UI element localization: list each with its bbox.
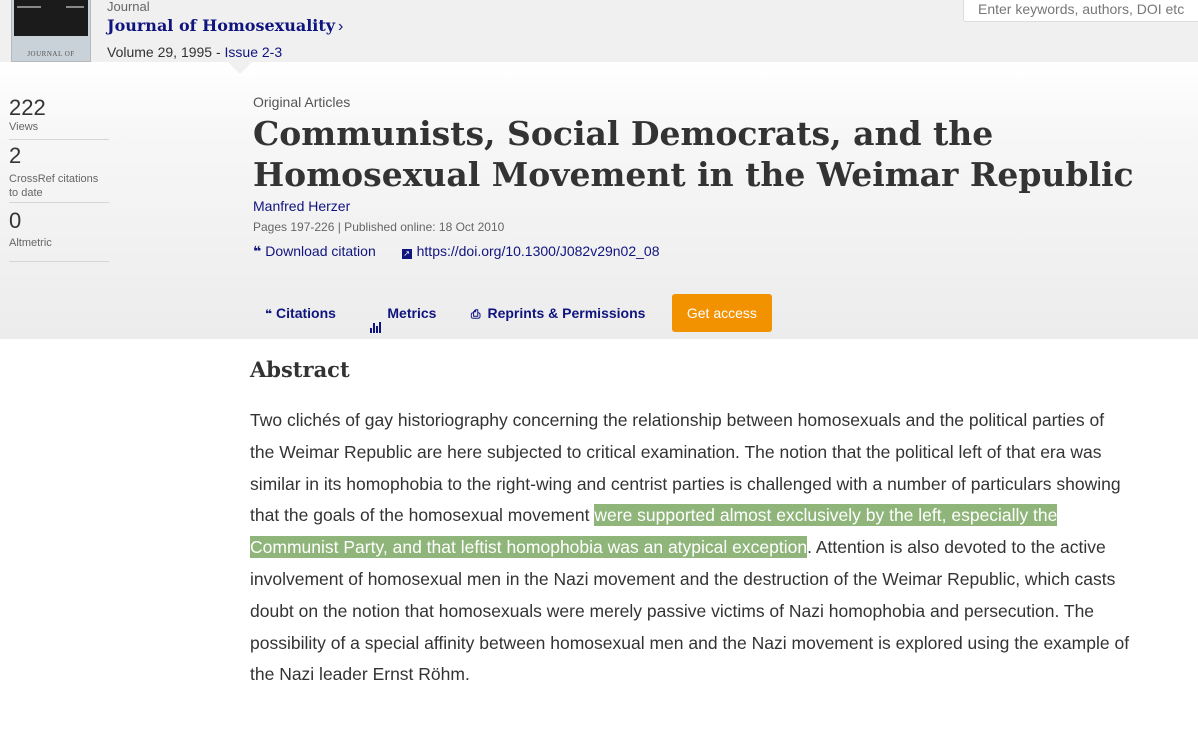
tab-citations[interactable] [265, 294, 336, 332]
journal-name-text: Journal of Homosexuality [107, 16, 336, 35]
metric-views [9, 95, 109, 140]
journal-label: Journal [107, 0, 150, 14]
metric-label: CrossRef citations to date [9, 173, 99, 199]
abstract-text-end: . Attention is also devoted to the active involvement of homosexual men in the Nazi movement and the destruction of the Weimar Republic, which casts doubt on the notion that homosexuals were merely passive victims of Nazi homophobia and persecution. The possibility of a special affinity between homosexual men and the Nazi movement is explored using the example of the Nazi leader Ernst Röhm. [250, 537, 1130, 685]
search-input[interactable] [963, 0, 1198, 22]
tab-metrics-label: Metrics [387, 305, 437, 321]
issue-pointer-notch [228, 62, 252, 74]
article-type: Original Articles [253, 94, 351, 110]
metric-label: Views [9, 121, 39, 133]
quote-icon: ❝ [265, 307, 273, 321]
doi-link[interactable] [402, 243, 660, 259]
tab-reprints-permissions[interactable] [471, 294, 646, 332]
journal-cover-thumbnail[interactable] [11, 0, 91, 62]
metric-value: 222 [9, 95, 46, 120]
publication-info: Pages 197-226 | Published online: 18 Oct 2010 [253, 220, 505, 234]
metric-value: 2 [9, 143, 22, 168]
abstract-heading: Abstract [250, 357, 350, 382]
article-title: Communists, Social Democrats, and the Homosexual Movement in the Weimar Republic [253, 114, 1134, 194]
journal-header [0, 0, 1198, 62]
bar-chart-icon [370, 295, 382, 333]
tab-metrics[interactable] [370, 294, 436, 332]
abstract-text [250, 405, 1130, 691]
quote-icon: ❝ [253, 243, 262, 259]
highlighted-text: were supported almost exclusively by the left, especially the Communist Party, and that leftist homophobia was an atypical exception [250, 505, 1058, 558]
journal-name-link[interactable] [107, 16, 343, 36]
metric-altmetric [9, 203, 109, 262]
metric-crossref-citations [9, 140, 109, 203]
tab-reprints-label: Reprints & Permissions [487, 305, 646, 321]
issue-link[interactable]: Issue 2-3 [224, 44, 283, 60]
print-icon: ⎙ [470, 307, 481, 321]
download-citation-link[interactable] [253, 243, 376, 260]
doi-text: https://doi.org/10.1300/J082v29n02_08 [416, 243, 660, 259]
author-link[interactable]: Manfred Herzer [253, 198, 351, 214]
article-metrics [9, 95, 109, 262]
abstract-text-start: Two clichés of gay historiography concerning the relationship between homosexuals and the political parties of the Weimar Republic are here subjected to critical examination. The notion that the political left of that era was similar in its homophobia to the right-wing and centrist parties is challenged with a number of particulars showing that the goals of the homosexual movement [250, 410, 1121, 526]
get-access-button[interactable]: Get access [672, 294, 772, 332]
volume-issue-line [107, 44, 282, 60]
citation-links-row [253, 243, 660, 260]
cover-artwork [14, 0, 88, 36]
download-citation-label: Download citation [265, 243, 376, 259]
external-link-icon: ↗ [403, 249, 410, 258]
article-tabs [265, 294, 772, 332]
tab-citations-label: Citations [276, 305, 336, 321]
metric-value: 0 [9, 208, 22, 233]
metric-label: Altmetric [9, 237, 52, 249]
volume-separator: - [212, 44, 225, 60]
chevron-right-icon: › [338, 18, 344, 35]
cover-title: JOURNAL OF [27, 50, 75, 58]
volume-text: Volume 29, 1995 [107, 44, 213, 60]
